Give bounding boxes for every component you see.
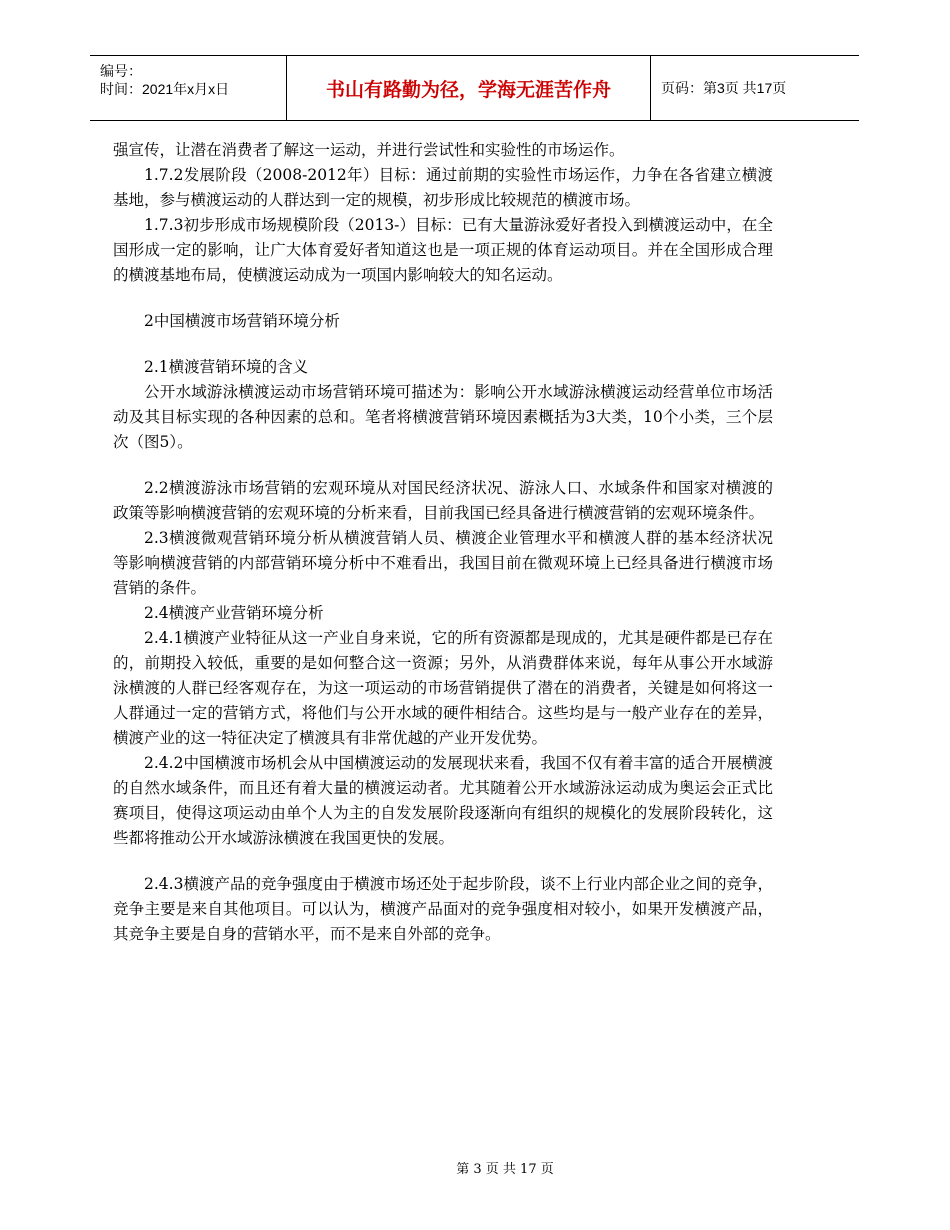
time-label: 时间：2021年x月x日 (100, 81, 230, 97)
serial-label: 编号： (100, 63, 142, 79)
paragraph: 公开水域游泳横渡运动市场营销环境可描述为：影响公开水域游泳横渡运动经营单位市场活动及其目标实现的各种因素的总和。笔者将横渡营销环境因素概括为3大类，10个小类，三个层次（图5）。 (113, 383, 773, 451)
paragraph: 1.7.3初步形成市场规模阶段（2013-）目标：已有大量游泳爱好者投入到横渡运动中，在全国形成一定的影响，让广大体育爱好者知道这也是一项正规的体育运动项目。并在全国形成合理的横渡基地布局，使横渡运动成为一项国内影响较大的知名运动。 (113, 216, 773, 284)
section-heading: 2中国横渡市场营销环境分析 (144, 312, 340, 330)
page-header (90, 55, 859, 121)
paragraph: 强宣传，让潜在消费者了解这一运动，并进行尝试性和实验性的市场运作。 (113, 141, 625, 159)
subsection-heading: 2.4横渡产业营销环境分析 (144, 604, 324, 622)
paragraph: 2.4.1横渡产业特征从这一产业自身来说，它的所有资源都是现成的，尤其是硬件都是已存在的，前期投入较低，重要的是如何整合这一资源；另外，从消费群体来说，每年从事公开水域游泳横渡的人群已经客观存在，为这一项运动的市场营销提供了潜在的消费者，关键是如何将这一人群通过一定的营销方式，将他们与公开水域的硬件相结合。这些均是与一般产业存在的差异，横渡产业的这一特征决定了横渡具有非常优越的产业开发优势。 (113, 629, 773, 747)
header-meta (90, 56, 286, 120)
paragraph: 2.4.3横渡产品的竞争强度由于横渡市场还处于起步阶段，谈不上行业内部企业之间的竞争，竞争主要是来自其他项目。可以认为，横渡产品面对的竞争强度相对较小，如果开发横渡产品，其竞争主要是自身的营销水平，而不是来自外部的竞争。 (113, 875, 773, 943)
page-footer: 第 3 页 共 17 页 (456, 1162, 554, 1177)
subsection-heading: 2.1横渡营销环境的含义 (144, 358, 309, 376)
header-page-number: 页码：第3页 共17页 (661, 80, 787, 96)
paragraph: 2.4.2中国横渡市场机会从中国横渡运动的发展现状来看，我国不仅有着丰富的适合开展横渡的自然水域条件，而且还有着大量的横渡运动者。尤其随着公开水域游泳运动成为奥运会正式比赛项目，使得这项运动由单个人为主的自发发展阶段逐渐向有组织的规模化的发展阶段转化，这些都将推动公开水域游泳横渡在我国更快的发展。 (113, 754, 773, 847)
paragraph: 2.2横渡游泳市场营销的宏观环境从对国民经济状况、游泳人口、水域条件和国家对横渡的政策等影响横渡营销的宏观环境的分析来看，目前我国已经具备进行横渡营销的宏观环境条件。 (113, 479, 773, 522)
header-motto: 书山有路勤为径，学海无涯苦作舟 (286, 56, 651, 120)
document-body (113, 138, 773, 947)
paragraph: 2.3横渡微观营销环境分析从横渡营销人员、横渡企业管理水平和横渡人群的基本经济状况等影响横渡营销的内部营销环境分析中不难看出，我国目前在微观环境上已经具备进行横渡市场营销的条件。 (113, 529, 773, 597)
paragraph: 1.7.2发展阶段（2008-2012年）目标：通过前期的实验性市场运作，力争在各省建立横渡基地，参与横渡运动的人群达到一定的规模，初步形成比较规范的横渡市场。 (113, 166, 773, 209)
